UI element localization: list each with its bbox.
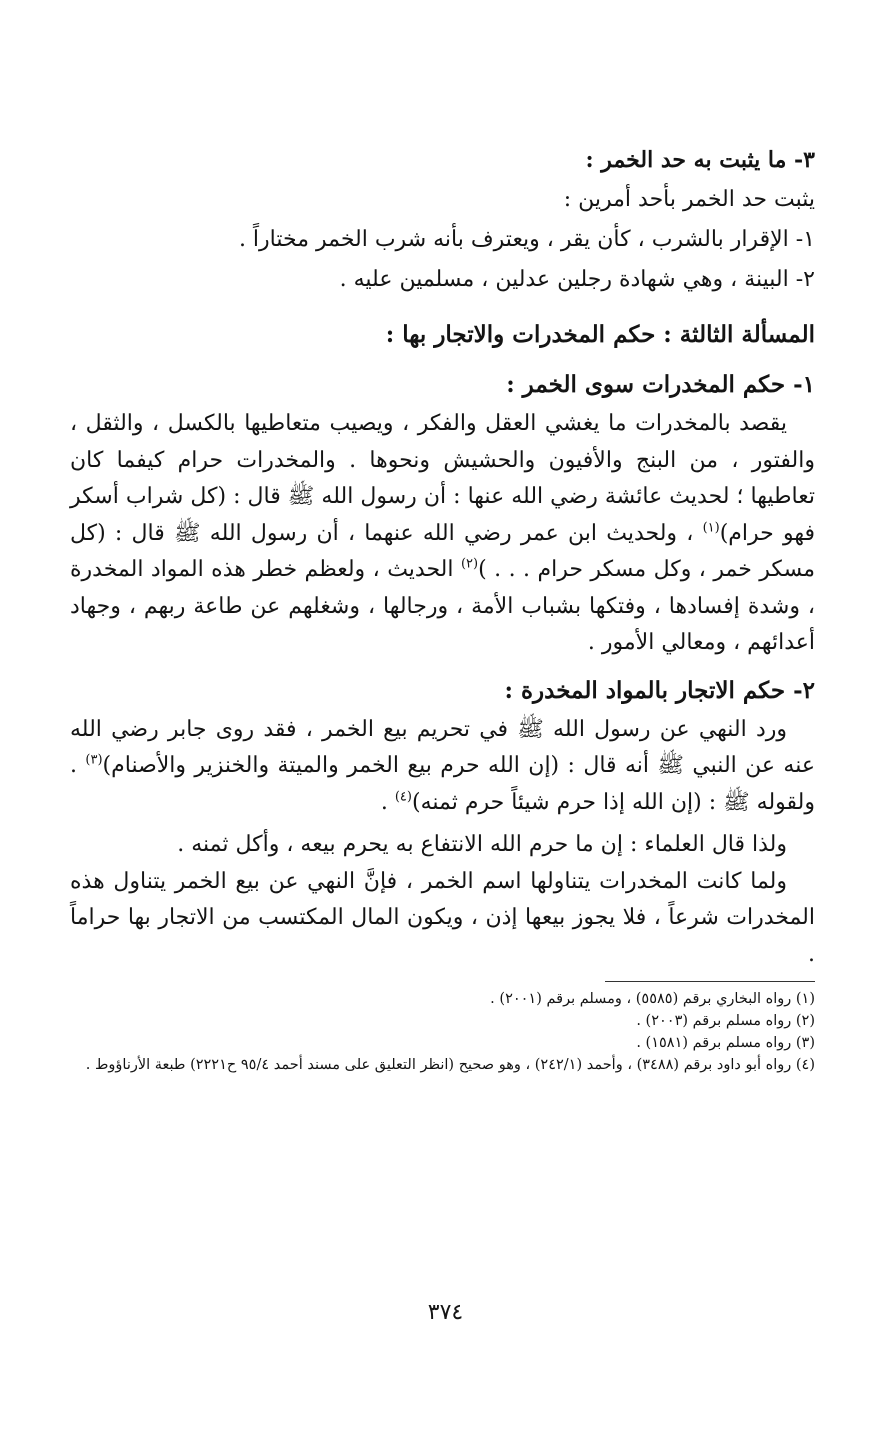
footnote: (٢) رواه مسلم برقم (٢٠٠٣) . (636, 1013, 815, 1029)
page-number: ٣٧٤ (427, 1300, 464, 1325)
footnote-ref: (١) (702, 520, 720, 536)
paragraph-text: يقصد بالمخدرات ما يغشي العقل والفكر ، ويصيب متعاطيها بالكسل ، والثقل ، والفتور ، من البنج والأفيون والحشيش ونحوها . والمخدرات حرام كيفما كان تعاطيها ؛ لحديث عائشة رضي الله عنها : أن رسول الله ﷺ قال : (كل شراب أسكر فهو حرام) (70, 411, 815, 546)
list-item: ١- الإقرار بالشرب ، كأن يقر ، ويعترف بأنه شرب الخمر مختاراً . (238, 227, 815, 252)
footnotes (70, 988, 815, 1076)
paragraph-text: ، ولحديث ابن عمر رضي الله عنهما ، أن رسول الله ﷺ قال : (كل مسكر خمر ، وكل مسكر حرام . . . ) (70, 520, 815, 582)
paragraph-drugs-ruling (70, 406, 815, 662)
footnote-separator (605, 981, 815, 982)
heading-proof-of-penalty: ٣- ما يثبت به حد الخمر : (585, 147, 815, 173)
intro-text: يثبت حد الخمر بأحد أمرين : (563, 187, 815, 212)
footnote: (٣) رواه مسلم برقم (١٥٨١) . (636, 1035, 815, 1051)
footnote-ref: (٢) (460, 556, 479, 572)
paragraph-text: . ولقوله ﷺ : (إن الله إذا حرم شيئاً حرم ثمنه) (70, 753, 815, 815)
list-item: ٢- البينة ، وهي شهادة رجلين عدلين ، مسلمين عليه . (339, 267, 815, 292)
paragraph-scholars: ولذا قال العلماء : إن ما حرم الله الانتفاع به يحرم بيعه ، وأكل ثمنه . (177, 832, 787, 857)
paragraph-conclusion: ولما كانت المخدرات يتناولها اسم الخمر ، فإنَّ النهي عن بيع الخمر يتناول هذه المخدرات شرعاً ، فلا يجوز بيعها إذن ، ويكون المال المكتسب من الاتجار بها حراماً . (70, 868, 815, 967)
paragraph-text: ورد النهي عن رسول الله ﷺ في تحريم بيع الخمر ، فقد روى جابر رضي الله عنه عن النبي ﷺ أنه قال : (إن الله حرم بيع الخمر والميتة والخنزير والأصنام) (70, 716, 815, 778)
footnote: (١) رواه البخاري برقم (٥٥٨٥) ، ومسلم برقم (٢٠٠١) . (490, 991, 815, 1007)
footnote-ref: (٣) (85, 752, 103, 768)
subheading-drugs-ruling: ١- حكم المخدرات سوى الخمر : (506, 371, 815, 398)
footnote-ref: (٤) (394, 789, 412, 805)
page-body (70, 140, 815, 1076)
paragraph-text: . (380, 789, 395, 815)
paragraph-text: الحديث ، ولعظم خطر هذه المواد المخدرة ، وشدة إفسادها ، وفتكها بشباب الأمة ، ورجالها ، وشغلهم عن طاعة ربهم ، وجهاد أعدائهم ، ومعالي الأمور . (70, 557, 815, 655)
footnote: (٤) رواه أبو داود برقم (٣٤٨٨) ، وأحمد (٢٤٢/١) ، وهو صحيح (انظر التعليق على مسند أحمد ٩٥/٤ ح٢٢٢١) طبعة الأرناؤوط . (85, 1057, 815, 1073)
subheading-drug-trade-ruling: ٢- حكم الاتجار بالمواد المخدرة : (504, 676, 815, 704)
paragraph-drug-trade (70, 712, 815, 822)
section-title: المسألة الثالثة : حكم المخدرات والاتجار بها : (385, 321, 815, 348)
